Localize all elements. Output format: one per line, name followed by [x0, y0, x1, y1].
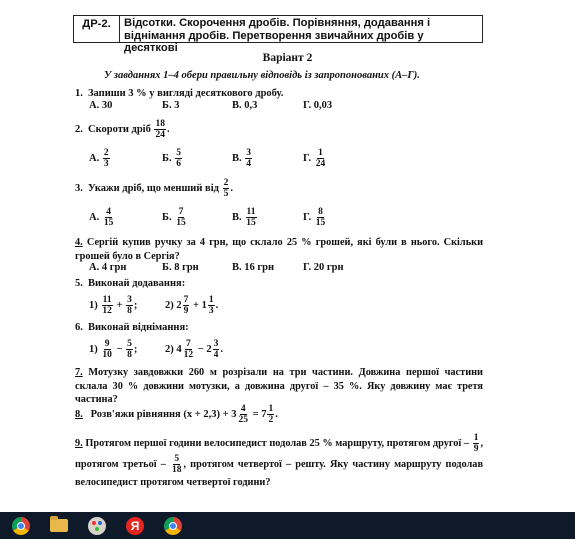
question-text: Запиши 3 % у вигляді десяткового дробу. — [88, 88, 284, 99]
question-number: 7. — [75, 367, 83, 378]
option-a: А. $\frac{4}{15}$ — [89, 207, 114, 228]
variant-title: Варіант 2 — [262, 52, 313, 64]
folder-icon[interactable] — [48, 515, 70, 537]
header-title: Відсотки. Скорочення дробів. Порівняння, додавання і віднімання дробів. Перетворення звичайних дробів у десяткові — [124, 17, 431, 54]
question-4 — [75, 236, 483, 263]
question-number: 3. — [75, 182, 83, 194]
question-text: Сергій купив ручку за 4 грн, що склало 25 % грошей, які були в нього. Скільки грошей було в Сергія? — [75, 237, 483, 262]
option-b: Б. 3 — [162, 100, 180, 111]
option-b: Б. 8 грн — [162, 262, 199, 273]
question-number: 9. — [75, 437, 83, 449]
worksheet-header — [73, 15, 483, 54]
fraction: $\frac{1}{9}$ — [473, 433, 479, 454]
question-text: Мотузку завдовжки 260 м розрізали на три частини. Довжина першої частини склала 30 % довжини мотузки, а довжина другої – 35 %. Яку довжину має третя частина? — [75, 367, 483, 405]
option-g: Г. 0,03 — [303, 100, 333, 111]
question-2: 2. Скороти дріб $\frac{18}{24}$ . — [75, 119, 170, 140]
fraction: $\frac{18}{24}$ — [155, 119, 165, 140]
question-8: 8. Розв'яжи рівняння (x + 2,3) + 3 $\frac{4}{25}$ = 7 $\frac{1}{2}$ . — [75, 404, 278, 425]
question-text: Укажи дріб, що менший від — [88, 182, 219, 194]
fraction: $\frac{5}{18}$ — [172, 454, 182, 475]
question-number: 5. — [75, 278, 83, 289]
instruction: У завданнях 1–4 обери правильну відповідь із запропонованих (А–Г). — [104, 70, 420, 81]
yandex-icon[interactable]: Я — [124, 515, 146, 537]
fraction: $\frac{2}{5}$ — [223, 178, 229, 199]
fraction: $\frac{4}{25}$ — [238, 404, 248, 425]
option-g: Г. 20 грн — [303, 262, 344, 273]
question-number: 2. — [75, 123, 83, 135]
question-5 — [75, 277, 185, 290]
option-b: Б. $\frac{5}{6}$ — [162, 148, 181, 169]
paint-icon[interactable] — [86, 515, 108, 537]
option-a: А. 30 — [89, 100, 113, 111]
question-text: Скороти дріб — [88, 123, 151, 135]
option-g: Г. $\frac{8}{15}$ — [303, 207, 326, 228]
question-number: 8. — [75, 408, 83, 420]
question-9: 9. Протягом першої години велосипедист подолав 25 % маршруту, протягом другої – $\frac{1}{9}$ , протягом третьої – $\frac{5}{18}$ , протягом четвертої – решту. Яку частину маршруту подолав велосипедист протягом четвертої години? — [75, 433, 484, 488]
option-g: Г. $\frac{1}{24}$ — [303, 148, 326, 169]
question-number: 4. — [75, 237, 83, 248]
fraction: $\frac{1}{2}$ — [268, 404, 274, 425]
header-code: ДР-2. — [74, 16, 120, 42]
option-a: А. 4 грн — [89, 262, 127, 273]
chrome-icon[interactable] — [10, 515, 32, 537]
option-b: Б. $\frac{7}{15}$ — [162, 207, 186, 228]
question-7 — [75, 366, 483, 407]
expression-2: 2) 4 $\frac{7}{12}$ − 2 $\frac{3}{4}$ . — [165, 339, 223, 360]
expression-1: 1) $\frac{9}{10}$ − $\frac{5}{8}$ ; — [89, 339, 138, 360]
question-text: Виконай додавання: — [88, 278, 186, 289]
question-number: 6. — [75, 322, 83, 333]
option-a: А. $\frac{2}{3}$ — [89, 148, 109, 169]
expression-2: 2) 2 $\frac{7}{9}$ + 1 $\frac{1}{3}$ . — [165, 295, 219, 316]
question-1 — [75, 87, 283, 100]
option-v: В. 0,3 — [232, 100, 258, 111]
option-v: В. 16 грн — [232, 262, 275, 273]
question-3: 3. Укажи дріб, що менший від $\frac{2}{5}$ . — [75, 178, 233, 199]
option-v: В. $\frac{3}{4}$ — [232, 148, 252, 169]
option-v: В. $\frac{11}{15}$ — [232, 207, 256, 228]
question-number: 1. — [75, 88, 83, 99]
expression-1: 1) $\frac{11}{12}$ + $\frac{3}{8}$ ; — [89, 295, 138, 316]
question-text: Виконай віднімання: — [88, 322, 189, 333]
question-text: Розв'яжи рівняння — [90, 408, 181, 420]
question-6 — [75, 321, 189, 334]
taskbar — [0, 512, 575, 539]
chrome-profile-icon[interactable] — [162, 515, 184, 537]
